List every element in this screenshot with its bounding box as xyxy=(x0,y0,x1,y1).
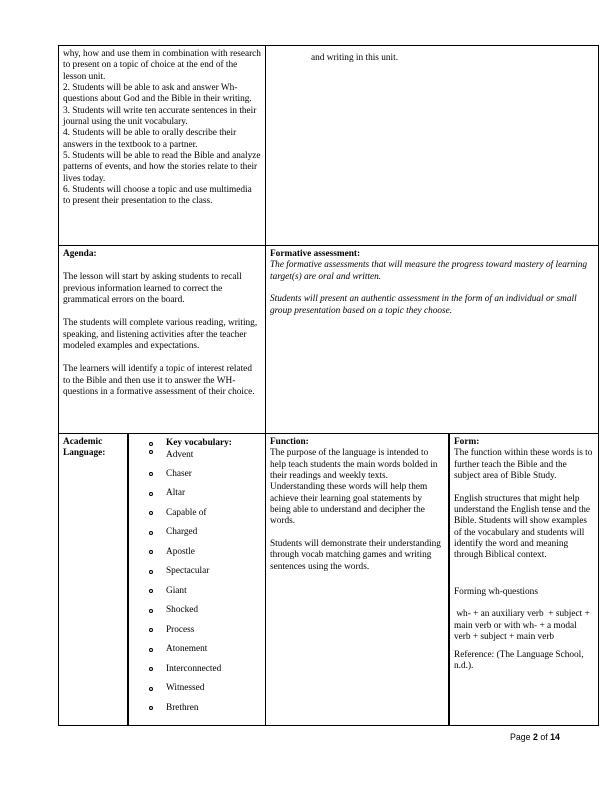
agenda-paragraph: The learners will identify a topic of interest related to the Bible and then use it to answer the WH-questions in a formative assessment of their choice. xyxy=(63,364,255,398)
list-item: Key vocabulary: xyxy=(149,438,261,450)
list-item: Altar xyxy=(149,484,261,504)
form-reference: Reference: (The Language School, n.d.). xyxy=(454,649,584,671)
function-heading: Function: xyxy=(270,437,309,447)
agenda-paragraph: The lesson will start by asking students to recall previous information learned to correct the grammatical errors on the board. xyxy=(63,272,242,306)
list-item: Charged xyxy=(149,523,261,543)
academic-language-row xyxy=(59,434,598,725)
standards-cell xyxy=(266,46,598,245)
objective-5: 5. Students will be able to read the Bible and analyze patterns of events, and how the stories relate to their lives today. xyxy=(63,151,261,184)
circle-bullet-icon xyxy=(149,450,153,454)
list-item: Advent xyxy=(149,450,261,465)
agenda-paragraph: The students will complete various reading, writing, speaking, and listening activities after the teacher modeled examples and expectations. xyxy=(63,318,258,352)
circle-bullet-icon xyxy=(149,609,153,613)
list-item: Witnessed xyxy=(149,679,261,699)
vocabulary-list xyxy=(149,438,261,718)
vocabulary-cell xyxy=(129,434,266,725)
circle-bullet-icon xyxy=(149,589,153,593)
agenda-cell xyxy=(59,246,266,433)
list-item: Shocked xyxy=(149,601,261,621)
list-item: Interconnected xyxy=(149,660,261,680)
circle-bullet-icon xyxy=(149,550,153,554)
agenda-row xyxy=(59,246,598,434)
objectives-row xyxy=(59,46,598,246)
circle-bullet-icon xyxy=(149,706,153,710)
list-item: Chaser xyxy=(149,465,261,485)
page-number: Page 2 of 14 xyxy=(510,732,560,742)
circle-bullet-icon xyxy=(149,648,153,652)
formative-cell xyxy=(266,246,598,433)
circle-bullet-icon xyxy=(149,628,153,632)
formative-paragraph: Students will present an authentic assessment in the form of an individual or small group presentation based on a topic they choose. xyxy=(270,294,577,316)
form-cell xyxy=(450,434,598,725)
function-paragraph: The purpose of the language is intended to help teach students the main words bolded in their readings and weekly texts. Understanding these words will help them achieve their learning goal statements by being able to understand and decipher the words. xyxy=(270,448,438,527)
objective-4: 4. Students will be able to orally describe their answers in the textbook to a partner. xyxy=(63,128,237,150)
function-cell xyxy=(266,434,450,725)
objective-3: 3. Students will write ten accurate sentences in their journal using the unit vocabulary. xyxy=(63,105,257,128)
circle-bullet-icon xyxy=(149,492,153,496)
form-paragraph: wh- + an auxiliary verb + subject + main verb or with wh- + a modal verb + subject + main verb xyxy=(454,609,593,643)
formative-paragraph: The formative assessments that will measure the progress toward mastery of learning target(s) are oral and written. xyxy=(270,260,588,282)
circle-bullet-icon xyxy=(149,687,153,691)
form-paragraph: The function within these words is to further teach the Bible and the subject area of Bible Study. xyxy=(454,448,593,482)
standards-text: and writing in this unit. xyxy=(311,53,399,63)
circle-bullet-icon xyxy=(149,442,153,446)
objective-6: 6. Students will choose a topic and use multimedia to present their presentation to the class. xyxy=(63,185,252,207)
list-item: Atonement xyxy=(149,640,261,660)
list-item: Spectacular xyxy=(149,562,261,582)
objective-text: why, how and use them in combination with research to present on a topic of choice at the end of the lesson unit. xyxy=(63,49,261,82)
form-heading: Form: xyxy=(454,437,480,447)
circle-bullet-icon xyxy=(149,511,153,515)
circle-bullet-icon xyxy=(149,570,153,574)
academic-language-label: Academic Language: xyxy=(59,434,129,725)
list-item: Giant xyxy=(149,582,261,602)
objectives-cell xyxy=(59,46,266,245)
form-paragraph: Forming wh-questions xyxy=(454,586,538,597)
list-item: Apostle xyxy=(149,543,261,563)
circle-bullet-icon xyxy=(149,667,153,671)
form-paragraph: English structures that might help understand the English tense and the Bible. Students will show examples of the vocabulary and students will identify the word and meaning through Biblical context. xyxy=(454,493,591,561)
list-item: Process xyxy=(149,621,261,641)
objective-2: 2. Students will be able to ask and answer Wh-questions about God and the Bible in their writing. xyxy=(63,83,252,105)
lesson-plan-table xyxy=(58,45,599,726)
agenda-heading: Agenda: xyxy=(63,249,97,259)
function-paragraph: Students will demonstrate their understanding through vocab matching games and writing sentences using the words. xyxy=(270,539,441,572)
list-item: Capable of xyxy=(149,504,261,524)
circle-bullet-icon xyxy=(149,531,153,535)
list-item: Brethren xyxy=(149,699,261,719)
formative-heading: Formative assessment: xyxy=(270,249,361,259)
circle-bullet-icon xyxy=(149,472,153,476)
